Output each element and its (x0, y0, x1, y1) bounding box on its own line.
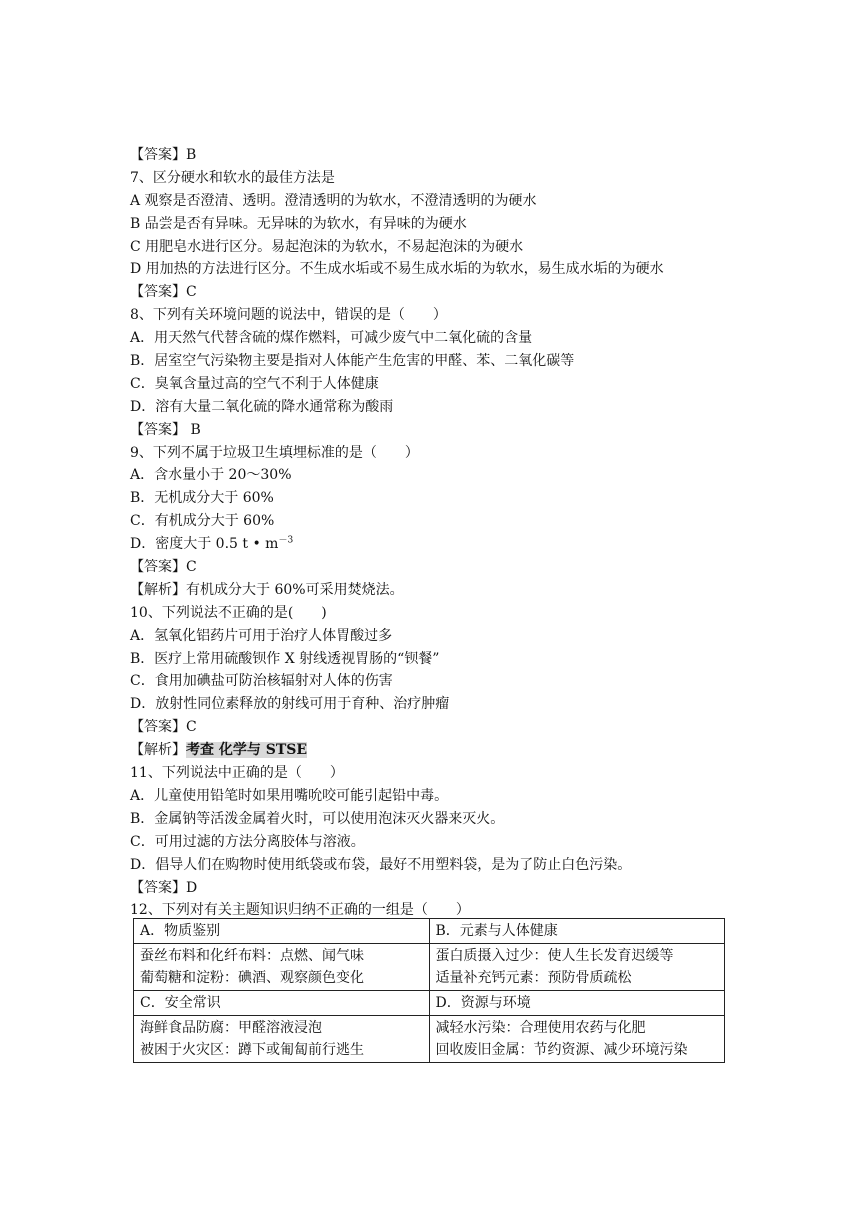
table-row (134, 919, 725, 944)
q7-answer: 【答案】C (130, 284, 197, 301)
table-cell-c-header: C．安全常识 (134, 991, 430, 1016)
question-list (130, 144, 750, 922)
q12-stem: 12、下列对有关主题知识归纳不正确的一组是（ ） (130, 902, 470, 919)
q8-stem: 8、下列有关环境问题的说法中，错误的是（ ） (130, 307, 447, 324)
q10-option-a: A．氢氧化铝药片可用于治疗人体胃酸过多 (130, 627, 393, 644)
table-cell-d-header: D．资源与环境 (429, 991, 725, 1016)
table-cell-b-header: B．元素与人体健康 (429, 919, 725, 944)
q12-table (133, 918, 725, 1063)
q8-option-a: A．用天然气代替含硫的煤作燃料，可减少废气中二氧化硫的含量 (130, 330, 533, 347)
q9-option-d (130, 533, 750, 556)
q9-option-c: C．有机成分大于 60% (130, 513, 275, 530)
table-row (134, 1016, 725, 1063)
q10-answer: 【答案】C (130, 719, 197, 736)
q9-answer: 【答案】C (130, 559, 197, 576)
q7-option-c: C 用肥皂水进行区分。易起泡沫的为软水，不易起泡沫的为硬水 (130, 238, 524, 255)
q8-answer: 【答案】 B (130, 421, 201, 438)
q11-option-b: B．金属钠等活泼金属着火时，可以使用泡沫灭火器来灭火。 (130, 810, 505, 827)
q9-option-b: B．无机成分大于 60% (130, 490, 274, 507)
q10-analysis-label: 【解析】 (130, 742, 186, 759)
q7-option-a: A 观察是否澄清、透明。澄清透明的为软水，不澄清透明的为硬水 (130, 192, 537, 209)
q10-analysis (130, 739, 750, 762)
q9-analysis: 【解析】有机成分大于 60%可采用焚烧法。 (130, 581, 404, 598)
q11-option-a: A．儿童使用铅笔时如果用嘴吮咬可能引起铅中毒。 (130, 787, 449, 804)
table-cell-d-body: 减轻水污染：合理使用农药与化肥 回收废旧金属：节约资源、减少环境污染 (429, 1016, 725, 1063)
q10-option-d: D．放射性同位素释放的射线可用于育种、治疗肿瘤 (130, 696, 450, 713)
table-cell-b-body: 蛋白质摄入过少：使人生长发育迟缓等 适量补充钙元素：预防骨质疏松 (429, 944, 725, 991)
q9-option-d-text: D．密度大于 0.5 t • m (130, 536, 279, 553)
q7-stem: 7、区分硬水和软水的最佳方法是 (130, 169, 335, 186)
table-row (134, 944, 725, 991)
table-cell-a-header: A．物质鉴别 (134, 919, 430, 944)
q7-option-d: D 用加热的方法进行区分。不生成水垢或不易生成水垢的为软水，易生成水垢的为硬水 (130, 261, 664, 278)
q9-stem: 9、下列不属于垃圾卫生填埋标准的是（ ） (130, 444, 419, 461)
table-cell-c-body: 海鲜食品防腐：甲醛溶液浸泡 被困于火灾区：蹲下或匍匐前行逃生 (134, 1016, 430, 1063)
q8-option-d: D．溶有大量二氧化硫的降水通常称为酸雨 (130, 398, 394, 415)
q11-option-c: C．可用过滤的方法分离胶体与溶液。 (130, 833, 365, 850)
q6-answer: 【答案】B (130, 147, 197, 163)
q10-option-c: C．食用加碘盐可防治核辐射对人体的伤害 (130, 673, 393, 690)
q11-option-d: D．倡导人们在购物时使用纸袋或布袋，最好不用塑料袋，是为了防止白色污染。 (130, 856, 632, 873)
q9-option-a: A．含水量小于 20～30% (130, 467, 292, 484)
table-cell-a-body: 蚕丝布料和化纤布料：点燃、闻气味 葡萄糖和淀粉：碘酒、观察颜色变化 (134, 944, 430, 991)
q11-stem: 11、下列说法中正确的是（ ） (130, 765, 344, 782)
q11-answer: 【答案】D (130, 879, 198, 896)
table-row (134, 991, 725, 1016)
q10-option-b: B．医疗上常用硫酸钡作 X 射线透视胃肠的“钡餐” (130, 650, 440, 667)
q8-option-c: C．臭氧含量过高的空气不利于人体健康 (130, 375, 379, 392)
q9-density-exponent: －3 (278, 535, 294, 546)
q7-option-b: B 品尝是否有异味。无异味的为软水，有异味的为硬水 (130, 215, 467, 232)
q10-analysis-highlight: 考查 化学与 STSE (186, 742, 308, 759)
q8-option-b: B．居室空气污染物主要是指对人体能产生危害的甲醛、苯、二氧化碳等 (130, 353, 575, 370)
q10-stem: 10、下列说法不正确的是( ) (130, 604, 327, 621)
